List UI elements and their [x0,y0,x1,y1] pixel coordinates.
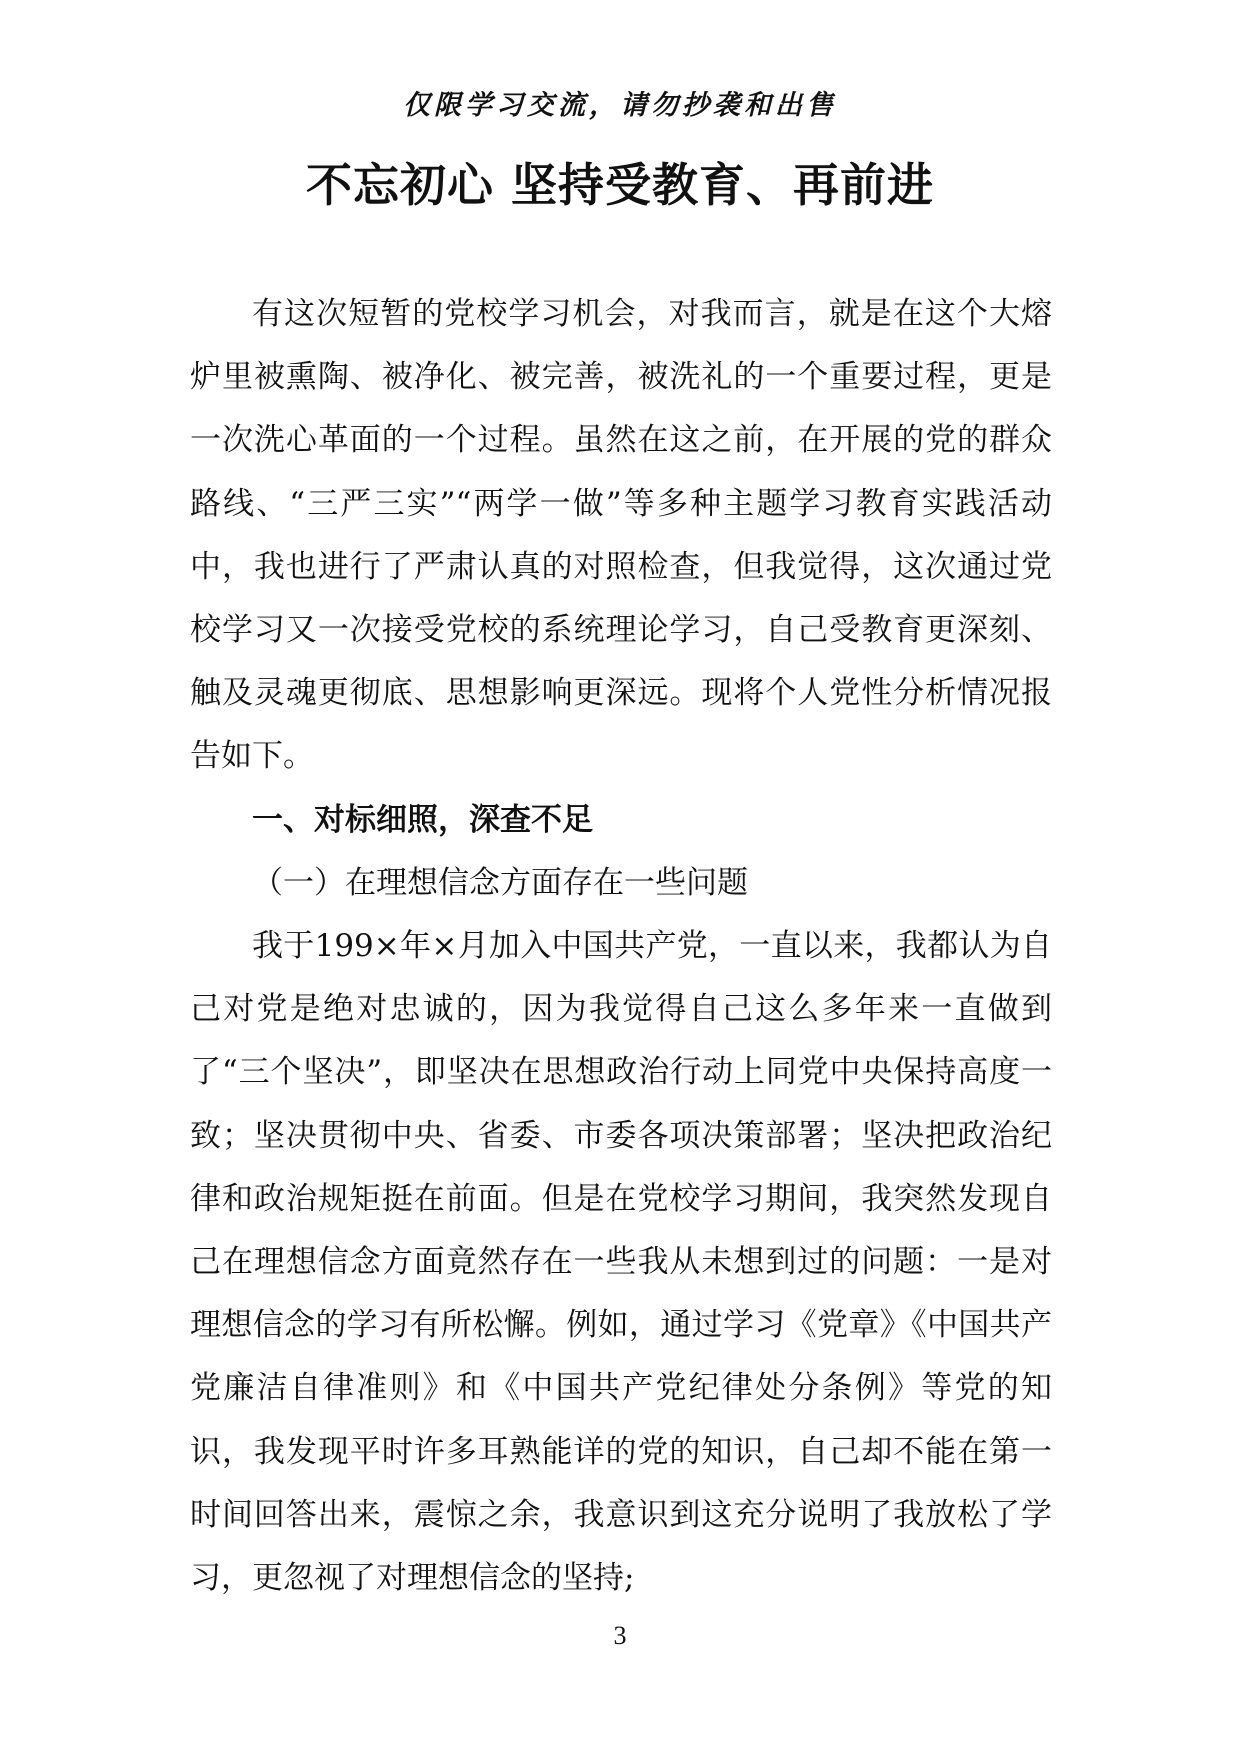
document-title: 不忘初心 坚持受教育、再前进 [305,158,934,212]
section-heading: 一、对标细照，深查不足 [252,801,593,838]
document-body [190,283,1052,1610]
intro-paragraph: 有这次短暂的党校学习机会，对我而言，就是在这个大熔炉里被熏陶、被净化、被完善，被洗礼的一个重要过程，更是一次洗心革面的一个过程。虽然在这之前，在开展的党的群众路线、“三严三实”“两学一做”等多种主题学习教育实践活动中，我也进行了严肃认真的对照检查，但我觉得，这次通过党校学习又一次接受党校的系统理论学习，自己受教育更深刻、触及灵魂更彻底、思想影响更深远。现将个人党性分析情况报告如下。 [190,296,1052,775]
body-paragraph: 我于199×年×月加入中国共产党，一直以来，我都认为自己对党是绝对忠诚的，因为我觉得自己这么多年来一直做到了“三个坚决”，即坚决在思想政治行动上同党中央保持高度一致；坚决贯彻中央、省委、市委各项决策部署；坚决把政治纪律和政治规矩挺在前面。但是在党校学习期间，我突然发现自己在理想信念方面竟然存在一些我从未想到过的问题：一是对理想信念的学习有所松懈。例如，通过学习《党章》《中国共产党廉洁自律准则》和《中国共产党纪律处分条例》等党的知识，我发现平时许多耳熟能详的党的知识，自己却不能在第一时间回答出来，震惊之余，我意识到这充分说明了我放松了学习，更忽视了对理想信念的坚持; [190,928,1052,1597]
page-number: 3 [613,1621,627,1650]
header-note: 仅限学习交流，请勿抄袭和出售 [403,90,837,121]
subsection-heading: （一）在理想信念方面存在一些问题 [252,864,748,901]
